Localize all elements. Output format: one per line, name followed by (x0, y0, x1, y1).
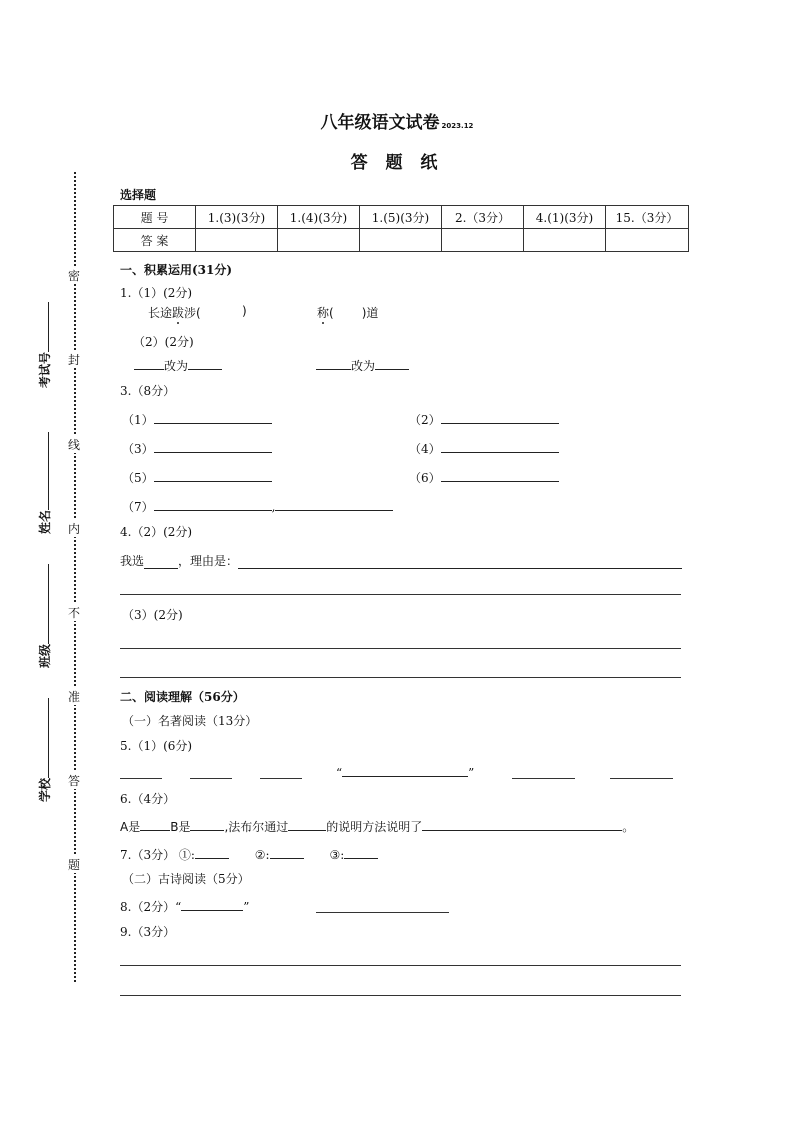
answer-line[interactable] (190, 778, 232, 779)
question-cell: 1.(3)(3分) (196, 206, 278, 229)
choice-answer-table (113, 205, 689, 252)
class-field[interactable] (36, 564, 53, 668)
part2-title: （二）古诗阅读（5分） (122, 872, 250, 886)
q1-2-label: （2）(2分) (133, 335, 194, 349)
page-subtitle: 答 题 纸 (350, 153, 444, 173)
blank[interactable] (195, 846, 229, 859)
answer-line[interactable] (154, 440, 272, 453)
table-row (114, 229, 689, 252)
answer-line[interactable] (120, 594, 681, 595)
exam-number-field[interactable] (36, 302, 53, 388)
choice-label: 选择题 (120, 188, 157, 202)
q3-label: 3.（8分） (120, 384, 176, 398)
page-title (0, 108, 794, 133)
class-label: 班级 (38, 643, 52, 668)
exam-date: 2023.12 (441, 122, 474, 130)
answer-line[interactable] (120, 965, 681, 966)
part1-title: （一）名著阅读（13分） (122, 714, 258, 728)
seal-char: 题 (67, 858, 80, 872)
q4-reason-line[interactable] (238, 556, 682, 569)
blank[interactable] (134, 357, 164, 370)
answer-line[interactable] (275, 498, 393, 511)
answer-header-cell: 答 案 (114, 229, 196, 252)
q9-label: 9.（3分） (120, 925, 176, 939)
answer-cell[interactable] (442, 229, 524, 252)
q7-row: 7.（3分） ①: ②: ③: (120, 846, 378, 863)
exam-title: 八年级语文试卷 (320, 113, 440, 133)
blank[interactable] (190, 818, 224, 831)
q4-choose-row: 我选 ，理由是： (120, 552, 682, 569)
answer-cell[interactable] (278, 229, 360, 252)
answer-line[interactable] (441, 411, 559, 424)
q6-row: A是 B是 ,法布尔通过 的说明方法说明了 。 (120, 820, 635, 834)
answer-cell[interactable] (360, 229, 442, 252)
seal-char: 内 (67, 522, 80, 536)
exam-number-label: 考试号 (38, 351, 52, 388)
answer-line[interactable] (316, 912, 449, 913)
name-line[interactable] (38, 432, 49, 510)
q3-item: （7） , (122, 498, 393, 515)
class-line[interactable] (38, 564, 49, 644)
answer-line[interactable] (154, 498, 272, 511)
q5-quote-blank[interactable] (342, 764, 468, 777)
q5-label: 5.（1）(6分) (120, 739, 193, 753)
section1-title: 一、积累运用(31分) (120, 263, 233, 277)
answer-line[interactable] (512, 778, 575, 779)
answer-cell[interactable] (524, 229, 606, 252)
answer-line[interactable] (260, 778, 302, 779)
question-cell: 1.(4)(3分) (278, 206, 360, 229)
answer-cell[interactable] (606, 229, 689, 252)
blank[interactable] (270, 846, 304, 859)
q4-3-label: （3）(2分) (122, 608, 183, 622)
q3-item: （2） (409, 411, 559, 428)
q3-item: （6） (409, 469, 559, 486)
q1-word-a: 长途跋涉( (148, 306, 201, 320)
q4-choice-blank[interactable] (144, 556, 178, 569)
q3-item: （3） (122, 440, 272, 457)
question-cell: 2.（3分） (442, 206, 524, 229)
answer-line[interactable] (154, 411, 272, 424)
q1-word-b: 称( )道 (317, 306, 379, 320)
q1-1-label: 1.（1）(2分) (120, 286, 193, 300)
q1-word-a-close: ) (242, 304, 247, 318)
answer-cell[interactable] (196, 229, 278, 252)
q8-quote-blank[interactable] (181, 898, 243, 911)
blank[interactable] (188, 357, 222, 370)
answer-line[interactable] (441, 440, 559, 453)
name-label: 姓名 (38, 509, 52, 534)
answer-line[interactable] (441, 469, 559, 482)
row-header-cell: 题 号 (114, 206, 196, 229)
blank[interactable] (316, 357, 351, 370)
q8-row: 8.（2分）“ ” (120, 900, 250, 914)
blank[interactable] (375, 357, 409, 370)
answer-line[interactable] (120, 778, 162, 779)
blank[interactable] (344, 846, 378, 859)
q4-label: 4.（2）(2分) (120, 525, 193, 539)
answer-line[interactable] (610, 778, 673, 779)
q6-label: 6.（4分） (120, 792, 176, 806)
school-field[interactable] (36, 698, 53, 802)
seal-char: 不 (67, 606, 80, 620)
seal-char: 答 (67, 774, 80, 788)
q3-item: （5） (122, 469, 272, 486)
answer-line[interactable] (154, 469, 272, 482)
seal-char: 封 (67, 353, 80, 367)
school-line[interactable] (38, 698, 49, 778)
seal-char: 准 (67, 690, 80, 704)
table-row (114, 206, 689, 229)
blank[interactable] (288, 818, 326, 831)
answer-line[interactable] (120, 677, 681, 678)
q1-2-change-b: 改为 (316, 357, 409, 374)
answer-line[interactable] (120, 995, 681, 996)
q5-quote-row: “ ” (336, 766, 475, 780)
answer-line[interactable] (120, 648, 681, 649)
q3-item: （4） (409, 440, 559, 457)
section2-title: 二、阅读理解（56分） (120, 690, 245, 704)
seal-char: 线 (67, 438, 80, 452)
school-label: 学校 (38, 777, 52, 802)
q1-2-change-a: 改为 (134, 357, 222, 374)
blank[interactable] (140, 818, 170, 831)
exam-number-line[interactable] (38, 302, 49, 352)
question-cell: 1.(5)(3分) (360, 206, 442, 229)
question-cell: 15.（3分） (606, 206, 689, 229)
q3-item: （1） (122, 411, 272, 428)
question-cell: 4.(1)(3分) (524, 206, 606, 229)
seal-char: 密 (67, 269, 80, 283)
name-field[interactable] (36, 432, 53, 534)
blank[interactable] (422, 818, 622, 831)
